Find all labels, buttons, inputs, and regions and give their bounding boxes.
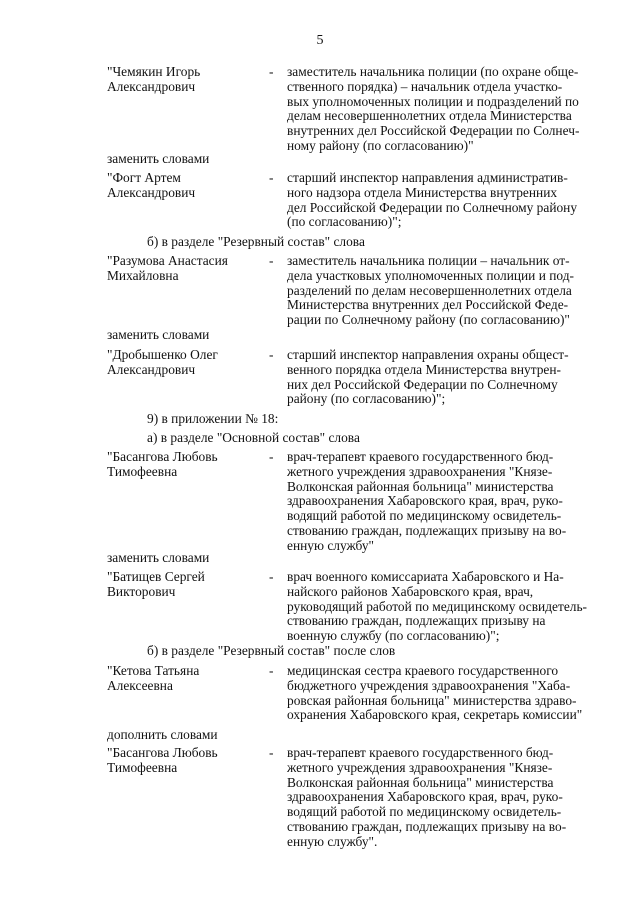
dash: -: [269, 347, 274, 362]
list-item: [107, 664, 610, 723]
dash: -: [269, 569, 274, 584]
person-position: заместитель начальника полиции (по охране обще- ственного порядка) – начальник отдела участко- вых уполномоченных полиции и подразделений по делам несовершеннолетних отдела Министерства внутренних дел Российской Федерации по Солнеч- ному району (по согласованию)": [287, 64, 580, 153]
person-position: старший инспектор направления охраны общест- венного порядка отдела Министерства внутрен- них дел Российской Федерации по Солнечному району (по согласованию)";: [287, 347, 569, 407]
person-name: "Басангова Любовь Тимофеевна: [107, 449, 218, 479]
replace-phrase: заменить словами: [107, 550, 210, 565]
page-number: 5: [316, 33, 324, 48]
person-name: "Фогт Артем Александрович: [107, 170, 196, 200]
dash: -: [269, 663, 274, 678]
person-name: "Кетова Татьяна Алексеевна: [107, 663, 200, 693]
dash: -: [269, 64, 274, 79]
person-position: врач-терапевт краевого государственного бюд- жетного учреждения здравоохранения "Князе- Волконская районная больница" министерства здравоохранения Хабаровского края, врач, руко- водящий работой по медицинскому освидетель- ствованию граждан, подлежащих призыву на во- енную службу".: [287, 745, 567, 849]
dash: -: [269, 449, 274, 464]
list-item: [107, 254, 610, 328]
replace-phrase: заменить словами: [107, 151, 210, 166]
person-position: заместитель начальника полиции – начальник от- дела участковых уполномоченных полиции и под- разделений по делам несовершеннолетних отдела Министерства внутренних дел Российской Феде- рации по Солнечному району (по согласованию)": [287, 253, 574, 328]
person-name: "Дробышенко Олег Александрович: [107, 347, 218, 377]
person-name: "Басангова Любовь Тимофеевна: [107, 745, 218, 775]
person-position: медицинская сестра краевого государственного бюджетного учреждения здравоохранения "Хаба- ровская районная больница" министерства здраво- охранения Хабаровского края, секретарь комиссии": [287, 663, 583, 723]
list-item: [107, 450, 610, 554]
list-item: [107, 348, 610, 407]
list-item: [107, 746, 610, 850]
add-phrase: дополнить словами: [107, 727, 218, 742]
person-position: старший инспектор направления административ- ного надзора отдела Министерства внутренних дел Российской Федерации по Солнечному району (по согласованию)";: [287, 170, 578, 230]
appendix-item: 9) в приложении № 18:: [147, 411, 279, 426]
dash: -: [269, 170, 274, 185]
person-name: "Батищев Сергей Викторович: [107, 569, 205, 599]
section-heading: б) в разделе "Резервный состав" слова: [147, 234, 365, 249]
list-item: [107, 65, 610, 154]
dash: -: [269, 253, 274, 268]
dash: -: [269, 745, 274, 760]
section-heading: а) в разделе "Основной состав" слова: [147, 430, 360, 445]
person-name: "Чемякин Игорь Александрович: [107, 64, 201, 94]
person-position: врач-терапевт краевого государственного бюд- жетного учреждения здравоохранения "Князе- Волконская районная больница" министерства здравоохранения Хабаровского края, врач, руко- водящий работой по медицинскому освидетель- ствованию граждан, подлежащих призыву на во- енную службу": [287, 449, 567, 553]
replace-phrase: заменить словами: [107, 327, 210, 342]
person-position: врач военного комиссариата Хабаровского и На- найского районов Хабаровского края, врач, руководящий работой по медицинскому освидетель- ствованию граждан, подлежащих призыву на военную службу (по согласованию)";: [287, 569, 588, 644]
list-item: [107, 570, 610, 644]
list-item: [107, 171, 610, 230]
section-heading: б) в разделе "Резервный состав" после слов: [147, 643, 396, 658]
person-name: "Разумова Анастасия Михайловна: [107, 253, 228, 283]
